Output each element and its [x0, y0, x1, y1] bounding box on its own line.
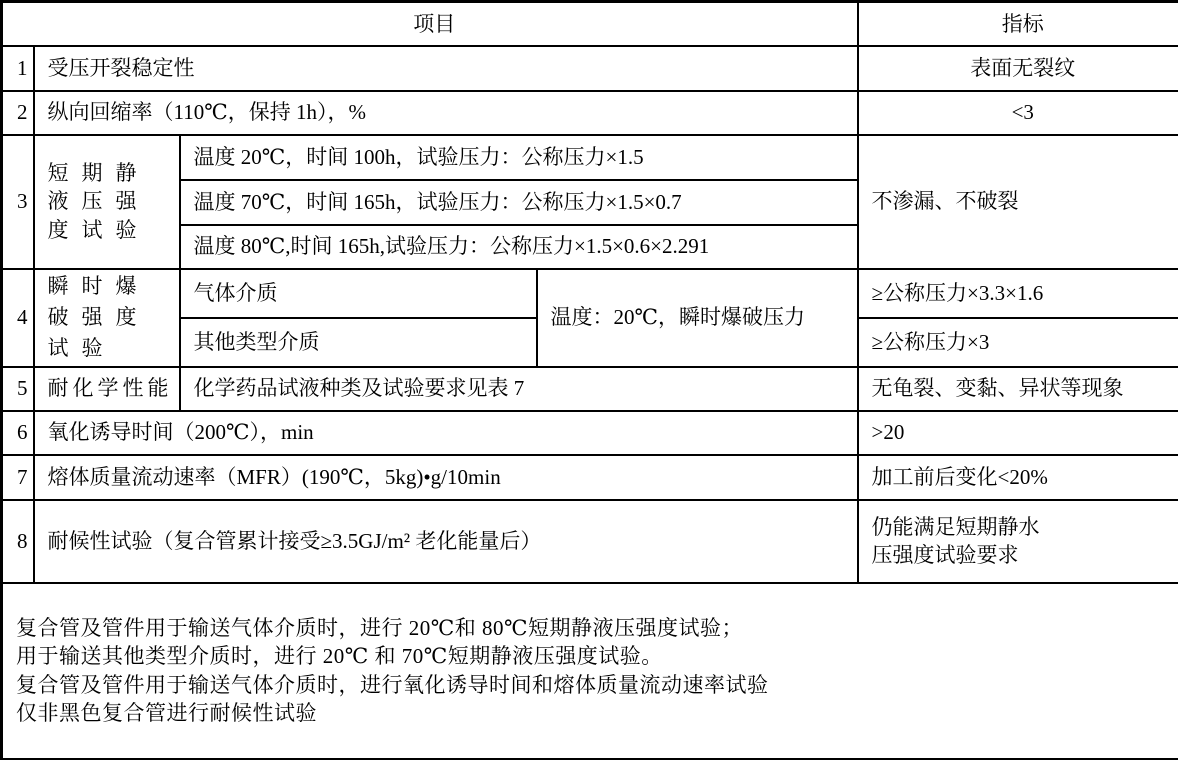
indicator-cell: ≥公称压力×3.3×1.6 [858, 269, 1178, 318]
header-row [2, 2, 1178, 46]
item-line: 短期静 [47, 160, 150, 185]
indicator-cell [858, 500, 1178, 583]
indicator-cell: ≥公称压力×3 [858, 318, 1178, 367]
item-line: 度试验 [47, 217, 150, 242]
column-header-item: 项目 [2, 2, 858, 46]
notes-cell [2, 583, 1178, 760]
row-number: 3 [2, 135, 34, 269]
column-header-indicator: 指标 [858, 2, 1178, 46]
indicator-cell: 加工前后变化<20% [858, 455, 1178, 500]
table-row [2, 135, 1178, 180]
row-number: 6 [2, 411, 34, 455]
indicator-cell: <3 [858, 91, 1178, 135]
row-number: 5 [2, 367, 34, 411]
notes-row [2, 583, 1178, 760]
item-cell: 受压开裂稳定性 [34, 46, 858, 91]
table-row [2, 411, 1178, 455]
table-row [2, 91, 1178, 135]
indicator-line: 压强度试验要求 [871, 543, 1019, 567]
note-line: 复合管及管件用于输送气体介质时，进行氧化诱导时间和熔体质量流动速率试验 [16, 672, 769, 697]
medium-cell: 其他类型介质 [180, 318, 537, 367]
row-number: 2 [2, 91, 34, 135]
item-cell: 纵向回缩率（110℃，保持 1h），% [34, 91, 858, 135]
note-line: 复合管及管件用于输送气体介质时，进行 20℃和 80℃短期静液压强度试验； [16, 616, 743, 641]
table-row [2, 455, 1178, 500]
indicator-line: 仍能满足短期静水 [871, 514, 1040, 539]
note-line: 仅非黑色复合管进行耐候性试验 [16, 701, 317, 726]
indicator-cell: >20 [858, 411, 1178, 455]
condition-cell: 温度 20℃，时间 100h，试验压力：公称压力×1.5 [180, 135, 858, 180]
condition-cell: 温度 80℃,时间 165h,试验压力：公称压力×1.5×0.6×2.291 [180, 225, 858, 269]
row-number: 7 [2, 455, 34, 500]
condition-cell: 温度 70℃，时间 165h，试验压力：公称压力×1.5×0.7 [180, 180, 858, 225]
item-line: 液压强 [47, 189, 150, 214]
condition-cell: 温度：20℃，瞬时爆破压力 [537, 269, 858, 367]
table-row [2, 367, 1178, 411]
item-cell: 氧化诱导时间（200℃），min [34, 411, 858, 455]
row-number: 8 [2, 500, 34, 583]
note-line: 用于输送其他类型介质时，进行 20℃ 和 70℃短期静液压强度试验。 [16, 644, 663, 669]
row-number: 1 [2, 46, 34, 91]
table-row [2, 269, 1178, 318]
indicator-cell: 表面无裂纹 [858, 46, 1178, 91]
table-row [2, 500, 1178, 583]
medium-cell: 气体介质 [180, 269, 537, 318]
indicator-cell: 无龟裂、变黏、异状等现象 [858, 367, 1178, 411]
condition-cell: 化学药品试液种类及试验要求见表 7 [180, 367, 858, 411]
item-cell: 耐候性试验（复合管累计接受≥3.5GJ/m² 老化能量后） [34, 500, 858, 583]
item-cell: 熔体质量流动速率（MFR）(190℃，5kg)•g/10min [34, 455, 858, 500]
indicator-cell: 不渗漏、不破裂 [858, 135, 1178, 269]
item-cell [34, 135, 180, 269]
item-line: 试验 [47, 336, 116, 360]
item-line: 瞬时爆 [47, 274, 150, 298]
item-line: 破强度 [47, 305, 150, 329]
item-cell: 耐化学性能 [34, 367, 180, 411]
row-number: 4 [2, 269, 34, 367]
item-cell [34, 269, 180, 367]
table-row [2, 46, 1178, 91]
